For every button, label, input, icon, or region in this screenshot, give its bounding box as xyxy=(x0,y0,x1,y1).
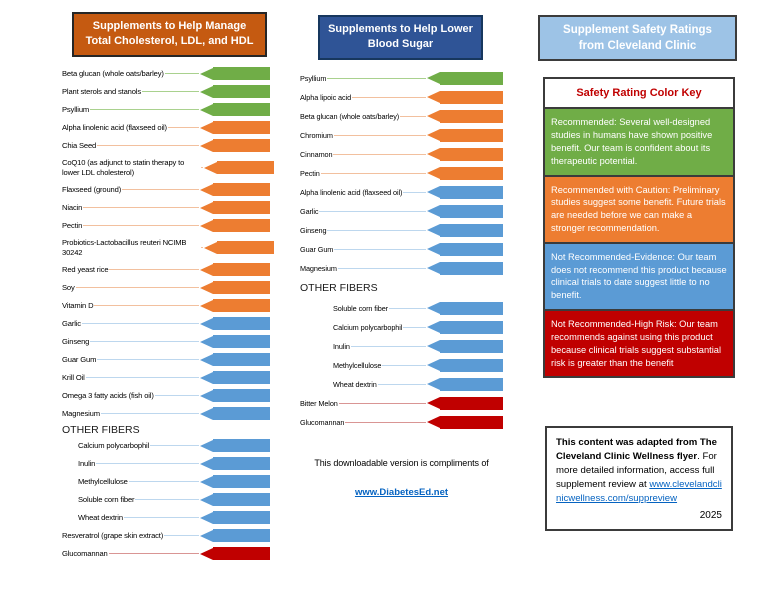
arrow-body xyxy=(213,547,270,560)
arrow-body xyxy=(440,397,503,410)
leader-line xyxy=(97,359,199,360)
rating-arrow-not_recommended_evidence xyxy=(427,359,503,372)
supplement-row xyxy=(62,491,270,509)
arrow-body xyxy=(440,110,503,123)
leader-line xyxy=(109,553,199,554)
arrow-body xyxy=(440,243,503,256)
rating-arrow-caution xyxy=(200,121,270,134)
leader-line xyxy=(101,413,199,414)
arrow-head-icon xyxy=(427,262,440,274)
leader-line xyxy=(201,167,203,168)
supplement-row xyxy=(62,137,270,155)
supplement-row xyxy=(62,509,270,527)
arrow-body xyxy=(440,167,503,180)
arrow-body xyxy=(440,321,503,334)
rating-arrow-caution xyxy=(427,129,503,142)
rating-arrow-caution xyxy=(200,201,270,214)
blood-sugar-supplement-list xyxy=(300,69,503,432)
rating-arrow-caution xyxy=(200,183,270,196)
title-line: Blood Sugar xyxy=(367,38,434,51)
supplement-row xyxy=(62,181,270,199)
arrow-body xyxy=(440,416,503,429)
arrow-body xyxy=(213,103,270,116)
arrow-head-icon xyxy=(200,530,213,542)
supplement-row xyxy=(62,351,270,369)
title-line: Supplements to Help Manage xyxy=(92,20,247,32)
supplement-label: Niacin xyxy=(62,203,83,213)
leader-line xyxy=(389,308,426,309)
leader-line xyxy=(400,116,426,117)
rating-arrow-not_recommended_evidence xyxy=(200,475,270,488)
supplement-label: Ginseng xyxy=(300,225,327,235)
safety-rating-color-key xyxy=(543,77,735,378)
supplement-row xyxy=(300,202,503,221)
arrow-head-icon xyxy=(200,476,213,488)
supplement-label: Guar Gum xyxy=(300,244,334,254)
supplement-label: CoQ10 (as adjunct to statin therapy to lower LDL cholesterol) xyxy=(62,158,185,177)
arrow-head-icon xyxy=(427,302,440,314)
arrow-body xyxy=(213,371,270,384)
rating-arrow-not_recommended_evidence xyxy=(200,439,270,452)
arrow-body xyxy=(213,335,270,348)
arrow-body xyxy=(440,359,503,372)
leader-line xyxy=(319,211,426,212)
supplement-row xyxy=(300,259,503,278)
supplement-label: Beta glucan (whole oats/barley) xyxy=(62,69,164,79)
supplement-row xyxy=(62,545,270,563)
leader-line xyxy=(201,247,203,248)
supplement-label: Omega 3 fatty acids (fish oil) xyxy=(62,391,154,401)
supplement-label: Methylcellulose xyxy=(78,477,128,487)
arrow-head-icon xyxy=(204,162,217,174)
cholesterol-section-title xyxy=(72,12,267,57)
rating-arrow-not_recommended_evidence xyxy=(427,321,503,334)
supplement-row xyxy=(300,221,503,240)
arrow-head-icon xyxy=(427,148,440,160)
leader-line xyxy=(86,377,199,378)
leader-line xyxy=(334,135,426,136)
arrow-head-icon xyxy=(200,300,213,312)
arrow-head-icon xyxy=(200,548,213,560)
arrow-head-icon xyxy=(200,184,213,196)
arrow-head-icon xyxy=(200,440,213,452)
supplement-row xyxy=(300,164,503,183)
leader-line xyxy=(109,269,199,270)
arrow-head-icon xyxy=(200,494,213,506)
supplement-row xyxy=(300,299,503,318)
arrow-head-icon xyxy=(427,321,440,333)
arrow-body xyxy=(213,121,270,134)
rating-arrow-not_recommended_high_risk xyxy=(427,397,503,410)
supplement-label: Calcium polycarbophil xyxy=(78,441,150,451)
supplement-label: Bitter Melon xyxy=(300,398,338,408)
supplement-row xyxy=(62,405,270,423)
download-credit-text: This downloadable version is compliments of xyxy=(314,457,489,468)
supplement-label: Methylcellulose xyxy=(333,360,382,370)
leader-line xyxy=(83,207,199,208)
attribution-text: . For more detailed information, access full supplement review at xyxy=(556,451,717,491)
supplement-row xyxy=(62,297,270,315)
arrow-body xyxy=(217,241,274,254)
cholesterol-supplement-list xyxy=(62,65,270,563)
leader-line xyxy=(83,225,199,226)
rating-arrow-caution xyxy=(427,148,503,161)
supplement-label: Alpha linolenic acid (flaxseed oil) xyxy=(300,187,403,197)
supplement-label: Cinnamon xyxy=(300,149,333,159)
arrow-body xyxy=(440,91,503,104)
leader-line xyxy=(97,145,199,146)
supplement-row xyxy=(62,217,270,235)
supplement-label: Glucomannan xyxy=(62,549,108,559)
supplement-row xyxy=(300,126,503,145)
leader-line xyxy=(382,365,426,366)
leader-line xyxy=(90,341,199,342)
rating-arrow-caution xyxy=(427,110,503,123)
arrow-head-icon xyxy=(200,140,213,152)
supplement-row xyxy=(62,235,270,261)
safety-ratings-title xyxy=(538,15,737,61)
arrow-body xyxy=(440,262,503,275)
supplement-row xyxy=(62,387,270,405)
supplement-label: Vitamin D xyxy=(62,301,94,311)
arrow-body xyxy=(440,148,503,161)
arrow-body xyxy=(440,302,503,315)
arrow-body xyxy=(213,529,270,542)
supplement-label: Pectin xyxy=(300,168,320,178)
leader-line xyxy=(150,445,199,446)
key-section-recommended: Recommended: Several well-designed studies in humans have shown positive benefit. Our team is confident about its therapeutic potential. xyxy=(545,109,733,176)
supplement-row xyxy=(300,183,503,202)
leader-line xyxy=(155,395,199,396)
rating-arrow-caution xyxy=(427,91,503,104)
supplement-label: Inulin xyxy=(78,459,96,469)
supplement-label: Krill Oil xyxy=(62,373,85,383)
rating-arrow-caution xyxy=(427,167,503,180)
arrow-head-icon xyxy=(427,91,440,103)
leader-line xyxy=(124,517,199,518)
key-section-not-recommended-high-risk: Not Recommended-High Risk: Our team recommends against using this product because clinical trials suggest substantial risk is greater than the benefit xyxy=(545,311,733,376)
arrow-body xyxy=(440,224,503,237)
arrow-body xyxy=(440,205,503,218)
supplement-row xyxy=(62,437,270,455)
arrow-head-icon xyxy=(200,512,213,524)
rating-arrow-not_recommended_evidence xyxy=(200,529,270,542)
supplement-label: Soy xyxy=(62,283,75,293)
arrow-body xyxy=(217,161,274,174)
cholesterol-supplements-section xyxy=(62,12,270,563)
arrow-body xyxy=(213,457,270,470)
supplement-row xyxy=(62,261,270,279)
rating-arrow-recommended xyxy=(200,103,270,116)
blood-sugar-supplements-section xyxy=(300,15,503,500)
supplement-label: Wheat dextrin xyxy=(78,513,123,523)
supplement-row xyxy=(62,199,270,217)
title-line: Supplements to Help Lower xyxy=(328,23,473,35)
supplement-label: Psyllium xyxy=(300,73,327,83)
rating-arrow-not_recommended_evidence xyxy=(200,353,270,366)
leader-line xyxy=(333,154,426,155)
attribution-bold-text: This content was adapted from The Cleveland Clinic Wellness flyer xyxy=(556,437,717,463)
leader-line xyxy=(135,499,199,500)
rating-arrow-not_recommended_evidence xyxy=(200,407,270,420)
arrow-head-icon xyxy=(200,264,213,276)
arrow-head-icon xyxy=(200,122,213,134)
arrow-head-icon xyxy=(427,110,440,122)
leader-line xyxy=(321,173,426,174)
year-label: 2025 xyxy=(699,509,722,521)
supplement-row xyxy=(300,145,503,164)
supplement-row xyxy=(62,65,270,83)
supplement-label: Alpha lipoic acid xyxy=(300,92,352,102)
download-credit-link-row xyxy=(300,482,503,500)
leader-line xyxy=(403,192,426,193)
leader-line xyxy=(122,189,199,190)
arrow-head-icon xyxy=(427,243,440,255)
rating-arrow-not_recommended_evidence xyxy=(427,340,503,353)
leader-line xyxy=(90,109,199,110)
rating-arrow-not_recommended_evidence xyxy=(427,186,503,199)
supplement-label: Wheat dextrin xyxy=(333,379,377,389)
supplement-label: Chia Seed xyxy=(62,141,97,151)
supplement-row xyxy=(300,413,503,432)
arrow-head-icon xyxy=(427,129,440,141)
leader-line xyxy=(352,97,426,98)
color-key-title: Safety Rating Color Key xyxy=(545,79,733,109)
leader-line xyxy=(165,73,199,74)
supplement-label: Calcium polycarbophil xyxy=(333,322,403,332)
supplement-label: Soluble corn fiber xyxy=(333,303,388,313)
rating-arrow-not_recommended_evidence xyxy=(427,302,503,315)
arrow-body xyxy=(213,511,270,524)
supplement-row xyxy=(62,119,270,137)
arrow-body xyxy=(213,139,270,152)
rating-arrow-not_recommended_evidence xyxy=(200,511,270,524)
title-line: Total Cholesterol, LDL, and HDL xyxy=(85,35,254,48)
arrow-body xyxy=(213,85,270,98)
supplement-label: Inulin xyxy=(333,341,350,351)
rating-arrow-not_recommended_evidence xyxy=(200,389,270,402)
arrow-body xyxy=(440,340,503,353)
arrow-body xyxy=(213,493,270,506)
supplement-label: Soluble corn fiber xyxy=(78,495,135,505)
rating-arrow-recommended xyxy=(200,67,270,80)
rating-arrow-caution xyxy=(200,139,270,152)
rating-arrow-not_recommended_evidence xyxy=(427,262,503,275)
supplement-row xyxy=(300,69,503,88)
supplement-label: Alpha linolenic acid (flaxseed oil) xyxy=(62,123,167,133)
leader-line xyxy=(142,91,199,92)
supplement-label: Red yeast rice xyxy=(62,265,109,275)
leader-line xyxy=(327,78,426,79)
rating-arrow-not_recommended_evidence xyxy=(200,335,270,348)
supplement-row xyxy=(62,455,270,473)
supplement-row xyxy=(300,337,503,356)
arrow-head-icon xyxy=(200,68,213,80)
supplement-label: Plant sterols and stanols xyxy=(62,87,141,97)
supplement-label: Garlic xyxy=(62,319,81,329)
arrow-head-icon xyxy=(427,416,440,428)
supplement-row xyxy=(62,101,270,119)
arrow-body xyxy=(213,389,270,402)
arrow-head-icon xyxy=(200,104,213,116)
rating-arrow-recommended xyxy=(427,72,503,85)
title-line: Supplement Safety Ratings xyxy=(563,24,712,36)
rating-arrow-caution xyxy=(200,219,270,232)
arrow-body xyxy=(213,317,270,330)
rating-arrow-caution xyxy=(200,263,270,276)
rating-arrow-not_recommended_high_risk xyxy=(200,547,270,560)
supplement-row xyxy=(62,315,270,333)
arrow-body xyxy=(213,219,270,232)
supplement-row xyxy=(62,473,270,491)
arrow-body xyxy=(213,439,270,452)
arrow-head-icon xyxy=(200,318,213,330)
clevelandclinicwellness-link[interactable]: www.clevelandclinicwellness.com/suppreview xyxy=(556,479,722,505)
arrow-head-icon xyxy=(427,397,440,409)
group-heading: OTHER FIBERS xyxy=(62,423,140,436)
leader-line xyxy=(334,249,426,250)
arrow-head-icon xyxy=(427,72,440,84)
supplement-label: Guar Gum xyxy=(62,355,97,365)
arrow-body xyxy=(440,72,503,85)
arrow-head-icon xyxy=(427,378,440,390)
supplement-row xyxy=(62,279,270,297)
group-heading: OTHER FIBERS xyxy=(300,282,378,295)
rating-arrow-not_recommended_evidence xyxy=(200,317,270,330)
supplement-row xyxy=(300,375,503,394)
supplement-row xyxy=(62,333,270,351)
leader-line xyxy=(338,268,426,269)
leader-line xyxy=(164,535,199,536)
rating-arrow-caution xyxy=(200,299,270,312)
supplement-label: Pectin xyxy=(62,221,83,231)
rating-arrow-not_recommended_evidence xyxy=(200,493,270,506)
supplement-label: Flaxseed (ground) xyxy=(62,185,122,195)
leader-line xyxy=(76,287,199,288)
key-section-recommended-with-caution: Recommended with Caution: Preliminary studies suggest some benefit. Future trials are needed before we can make a stronger recommendation. xyxy=(545,177,733,244)
leader-line xyxy=(345,422,426,423)
arrow-head-icon xyxy=(200,408,213,420)
arrow-head-icon xyxy=(427,205,440,217)
arrow-body xyxy=(213,67,270,80)
supplement-label: Garlic xyxy=(300,206,319,216)
supplement-label: Magnesium xyxy=(62,409,100,419)
key-section-not-recommended-evidence: Not Recommended-Evidence: Our team does not recommend this product because clinical trials to date suggest little to no benefit. xyxy=(545,244,733,311)
leader-line xyxy=(351,346,426,347)
rating-arrow-not_recommended_evidence xyxy=(427,224,503,237)
supplement-row xyxy=(62,155,270,181)
supplement-row xyxy=(62,369,270,387)
leader-line xyxy=(378,384,426,385)
leader-line xyxy=(339,403,426,404)
arrow-head-icon xyxy=(200,282,213,294)
arrow-body xyxy=(213,201,270,214)
supplement-label: Resveratrol (grape skin extract) xyxy=(62,531,164,541)
supplement-row xyxy=(300,240,503,259)
blood-sugar-section-title xyxy=(318,15,483,60)
arrow-head-icon xyxy=(200,220,213,232)
safety-ratings-section xyxy=(538,15,738,531)
arrow-body xyxy=(440,129,503,142)
rating-arrow-caution xyxy=(204,241,274,254)
rating-arrow-recommended xyxy=(200,85,270,98)
arrow-body xyxy=(213,299,270,312)
supplement-row xyxy=(62,83,270,101)
diabetesed-link[interactable]: www.DiabetesEd.net xyxy=(354,486,449,498)
supplement-row xyxy=(300,394,503,413)
arrow-head-icon xyxy=(427,340,440,352)
arrow-body xyxy=(213,407,270,420)
arrow-head-icon xyxy=(427,186,440,198)
rating-arrow-not_recommended_evidence xyxy=(200,371,270,384)
leader-line xyxy=(96,463,199,464)
supplement-row xyxy=(62,527,270,545)
arrow-body xyxy=(440,378,503,391)
arrow-head-icon xyxy=(200,354,213,366)
supplement-row xyxy=(300,318,503,337)
leader-line xyxy=(327,230,426,231)
rating-arrow-not_recommended_evidence xyxy=(427,378,503,391)
supplement-row xyxy=(300,107,503,126)
rating-arrow-not_recommended_evidence xyxy=(427,205,503,218)
rating-arrow-caution xyxy=(200,281,270,294)
supplement-label: Magnesium xyxy=(300,263,337,273)
arrow-body xyxy=(213,281,270,294)
title-line: from Cleveland Clinic xyxy=(578,40,697,53)
leader-line xyxy=(168,127,199,128)
supplement-row xyxy=(300,88,503,107)
supplement-label: Psyllium xyxy=(62,105,90,115)
source-attribution-box xyxy=(545,426,733,531)
arrow-head-icon xyxy=(200,336,213,348)
supplement-label: Chromium xyxy=(300,130,333,140)
leader-line xyxy=(403,327,426,328)
arrow-head-icon xyxy=(427,224,440,236)
arrow-head-icon xyxy=(200,372,213,384)
arrow-body xyxy=(213,183,270,196)
rating-arrow-caution xyxy=(204,161,274,174)
arrow-head-icon xyxy=(200,86,213,98)
arrow-body xyxy=(213,263,270,276)
arrow-head-icon xyxy=(200,390,213,402)
arrow-body xyxy=(213,475,270,488)
arrow-body xyxy=(213,353,270,366)
supplement-row xyxy=(300,356,503,375)
rating-arrow-not_recommended_high_risk xyxy=(427,416,503,429)
supplement-label: Probiotics-Lactobacillus reuteri NCIMB 30242 xyxy=(62,238,187,257)
leader-line xyxy=(129,481,199,482)
arrow-head-icon xyxy=(427,167,440,179)
arrow-head-icon xyxy=(200,458,213,470)
leader-line xyxy=(94,305,199,306)
arrow-head-icon xyxy=(200,202,213,214)
rating-arrow-not_recommended_evidence xyxy=(427,243,503,256)
supplement-label: Glucomannan xyxy=(300,417,345,427)
supplement-label: Beta glucan (whole oats/barley) xyxy=(300,111,400,121)
supplement-label: Ginseng xyxy=(62,337,90,347)
arrow-head-icon xyxy=(427,359,440,371)
rating-arrow-not_recommended_evidence xyxy=(200,457,270,470)
arrow-body xyxy=(440,186,503,199)
leader-line xyxy=(82,323,199,324)
arrow-head-icon xyxy=(204,242,217,254)
